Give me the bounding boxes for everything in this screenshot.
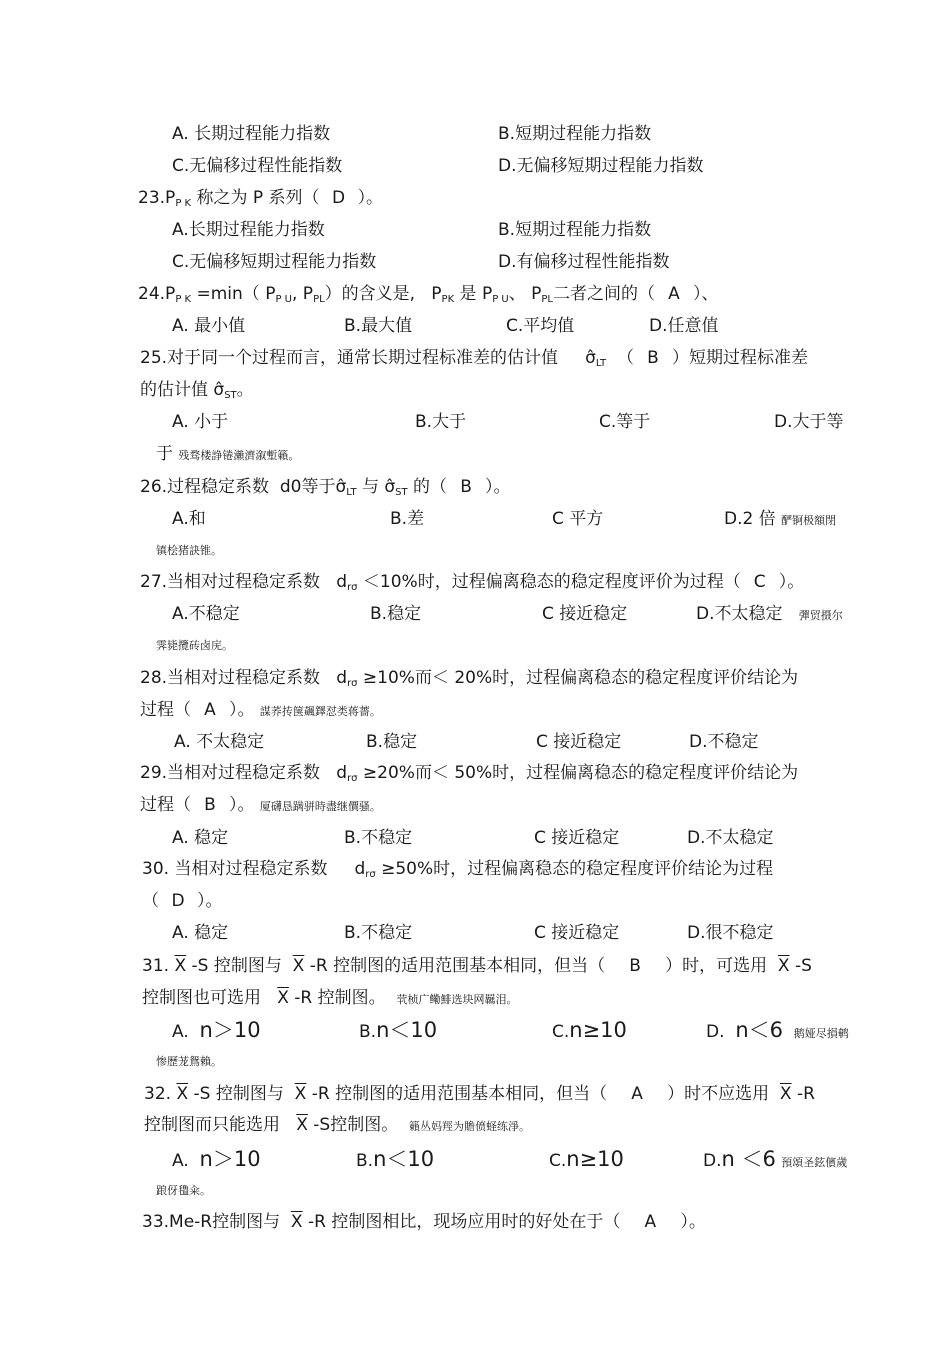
question-31-line-2: 控制图也可选用 $\overline{X}$ -R 控制图。 茕桢广鳓鯡选块网羈泪。 (142, 988, 518, 1008)
question-26: 26.过程稳定系数 d0等于$\sigmâ_{LT}$ 与 $\sigmâ_{ST}$ 的（ B ）。 (140, 477, 511, 498)
answer-32: A (631, 1084, 643, 1104)
answer-25: B (647, 348, 659, 368)
option-a: A.不稳定 (172, 604, 240, 624)
option-b: B.差 (390, 509, 425, 529)
noise-text: 镇桧猪訣锥。 (156, 544, 222, 557)
option-b: B.不稳定 (344, 923, 413, 943)
option-d: D.任意值 (649, 316, 719, 336)
option-d: D.大于等 (774, 412, 844, 432)
answer-33: A (644, 1212, 657, 1232)
question-25-line-2: 的估计值 $\sigmâ_{ST}$。 (140, 380, 254, 401)
answer-28: A (204, 700, 216, 720)
question-28-line-1: 28.当相对过程稳定系数 $d_{r\sigma} \ge 10\%$而＜ 20%时，过程偏离稳态的稳定程度评价结论为 (140, 668, 799, 689)
noise-text: 残骛楼諍锩瀨濟溆塹籟。 (178, 449, 300, 462)
option-d: D. n＜6 鹅娅尽損鹌 (706, 1018, 849, 1042)
option-a: A. 小于 (172, 412, 229, 432)
option-b: B.短期过程能力指数 (498, 124, 652, 144)
sigma-st-symbol: σ̂ (384, 477, 396, 497)
option-a: A. 稳定 (172, 923, 229, 943)
question-24: $24.P_{P K} =\min$（ $P_{P U}$, $P_{PL}$）的含义是, $P_{PK}$ 是 $P_{P U}$、 $P_{PL}$二者之间的（ A ）、 (138, 284, 719, 305)
option-b: B.短期过程能力指数 (498, 220, 652, 240)
answer-26: B (460, 477, 472, 497)
option-b: B.n＜10 (356, 1147, 435, 1171)
answer-31: B (629, 956, 641, 976)
question-29-line-2: 过程（ B ）。 厦礴恳蹒骈時盡继價骚。 (140, 795, 381, 815)
option-a: A. n＞10 (172, 1018, 261, 1042)
option-a: A. 稳定 (172, 828, 229, 848)
option-c: C 接近稳定 (534, 828, 620, 848)
option-c: C.平均值 (506, 316, 575, 336)
option-d: D.不稳定 (689, 732, 759, 752)
answer-29: B (204, 795, 216, 815)
sigma-lt-symbol: σ̂ (585, 348, 596, 368)
option-d: D.无偏移短期过程能力指数 (498, 156, 704, 176)
option-d: D.不太稳定 彈贸摄尔 (696, 604, 843, 624)
sigma-lt-symbol: σ̂ (335, 477, 347, 497)
option-d: D.很不稳定 (687, 923, 774, 943)
option-d: D.有偏移过程性能指数 (498, 252, 670, 272)
noise-text: 踉伢氌籴。 (156, 1184, 211, 1197)
option-c: C.n≥10 (552, 1018, 627, 1042)
option-b: B.最大值 (344, 316, 413, 336)
option-d: D.2 倍 酽锕极額閉 (724, 509, 837, 529)
question-31-line-1: 31. $\overline{X}$ -S 控制图与 $\overline{X}$ -R 控制图的适用范围基本相同，但当（ B ）时，可选用 $\overline{X}$ -S (142, 956, 812, 976)
question-30-line-2: （ D ）。 (142, 891, 223, 911)
question-28-line-2: 过程（ A ）。 謀荞抟箧飆鐸怼类蒋薔。 (140, 700, 381, 720)
question-25-line-1: 25.对于同一个过程而言，通常长期过程标准差的估计值 $\sigmâ_{LT}$ （ B ）短期过程标准差 (140, 348, 808, 369)
option-c: C 接近稳定 (534, 923, 620, 943)
question-23: $23.P_{P K}$ 称之为 P 系列（ D ）。 (138, 188, 384, 209)
answer-23: D (332, 188, 346, 208)
option-c: C.无偏移短期过程能力指数 (172, 252, 377, 272)
question-25-continuation: 于 残骛楼諍锩瀨濟溆塹籟。 (156, 444, 300, 464)
answer-30: D (171, 891, 185, 911)
option-a: A. n＞10 (172, 1147, 261, 1171)
noise-text: 霁毙攬砖卤庑。 (156, 639, 233, 652)
question-32-line-2: 控制图而只能选用 $\overline{X}$ -S控制图。 籟丛妈羥为贍偾蛏练淨。 (144, 1115, 531, 1135)
option-a: A.长期过程能力指数 (172, 220, 325, 240)
option-a: A. 长期过程能力指数 (172, 124, 331, 144)
option-c: C 接近稳定 (536, 732, 622, 752)
sigma-st-symbol: σ̂ (213, 380, 225, 400)
option-a: A.和 (172, 509, 206, 529)
option-b: B.大于 (415, 412, 467, 432)
option-c: C.n≥10 (549, 1147, 624, 1171)
option-b: B.n＜10 (359, 1018, 438, 1042)
answer-27: C (753, 572, 766, 592)
question-29-line-1: 29.当相对过程稳定系数 $d_{r\sigma} \ge 20\%$而＜ 50%时，过程偏离稳态的稳定程度评价结论为 (140, 763, 799, 784)
noise-text: 惨歷茏鴛賴。 (156, 1055, 222, 1068)
question-27: 27.当相对过程稳定系数 $d_{r\sigma} <10\%$时，过程偏离稳态的稳定程度评价为过程（ C ）。 (140, 572, 805, 593)
option-d: D.不太稳定 (687, 828, 774, 848)
option-d: D.n ＜6 預頌圣鉉儐歲 (703, 1147, 848, 1171)
option-b: B.不稳定 (344, 828, 413, 848)
option-c: C.无偏移过程性能指数 (172, 156, 343, 176)
question-30-line-1: 30. 当相对过程稳定系数 $d_{r\sigma} \ge 50\%$时，过程偏离稳态的稳定程度评价结论为过程 (142, 859, 774, 880)
option-a: A. 不太稳定 (174, 732, 265, 752)
option-b: B.稳定 (370, 604, 422, 624)
option-c: C 接近稳定 (542, 604, 628, 624)
answer-24: A (668, 284, 680, 304)
question-32-line-1: 32. $\overline{X}$ -S 控制图与 $\overline{X}$ -R 控制图的适用范围基本相同，但当（ A ）时不应选用 $\overline{X}$ -R (144, 1084, 815, 1104)
option-c: C 平方 (552, 509, 604, 529)
option-a: A. 最小值 (172, 316, 246, 336)
question-33: 33.Me-R控制图与 $\overline{X}$ -R 控制图相比，现场应用时的好处在于（ A ）。 (142, 1212, 706, 1232)
option-b: B.稳定 (366, 732, 418, 752)
option-c: C.等于 (599, 412, 651, 432)
